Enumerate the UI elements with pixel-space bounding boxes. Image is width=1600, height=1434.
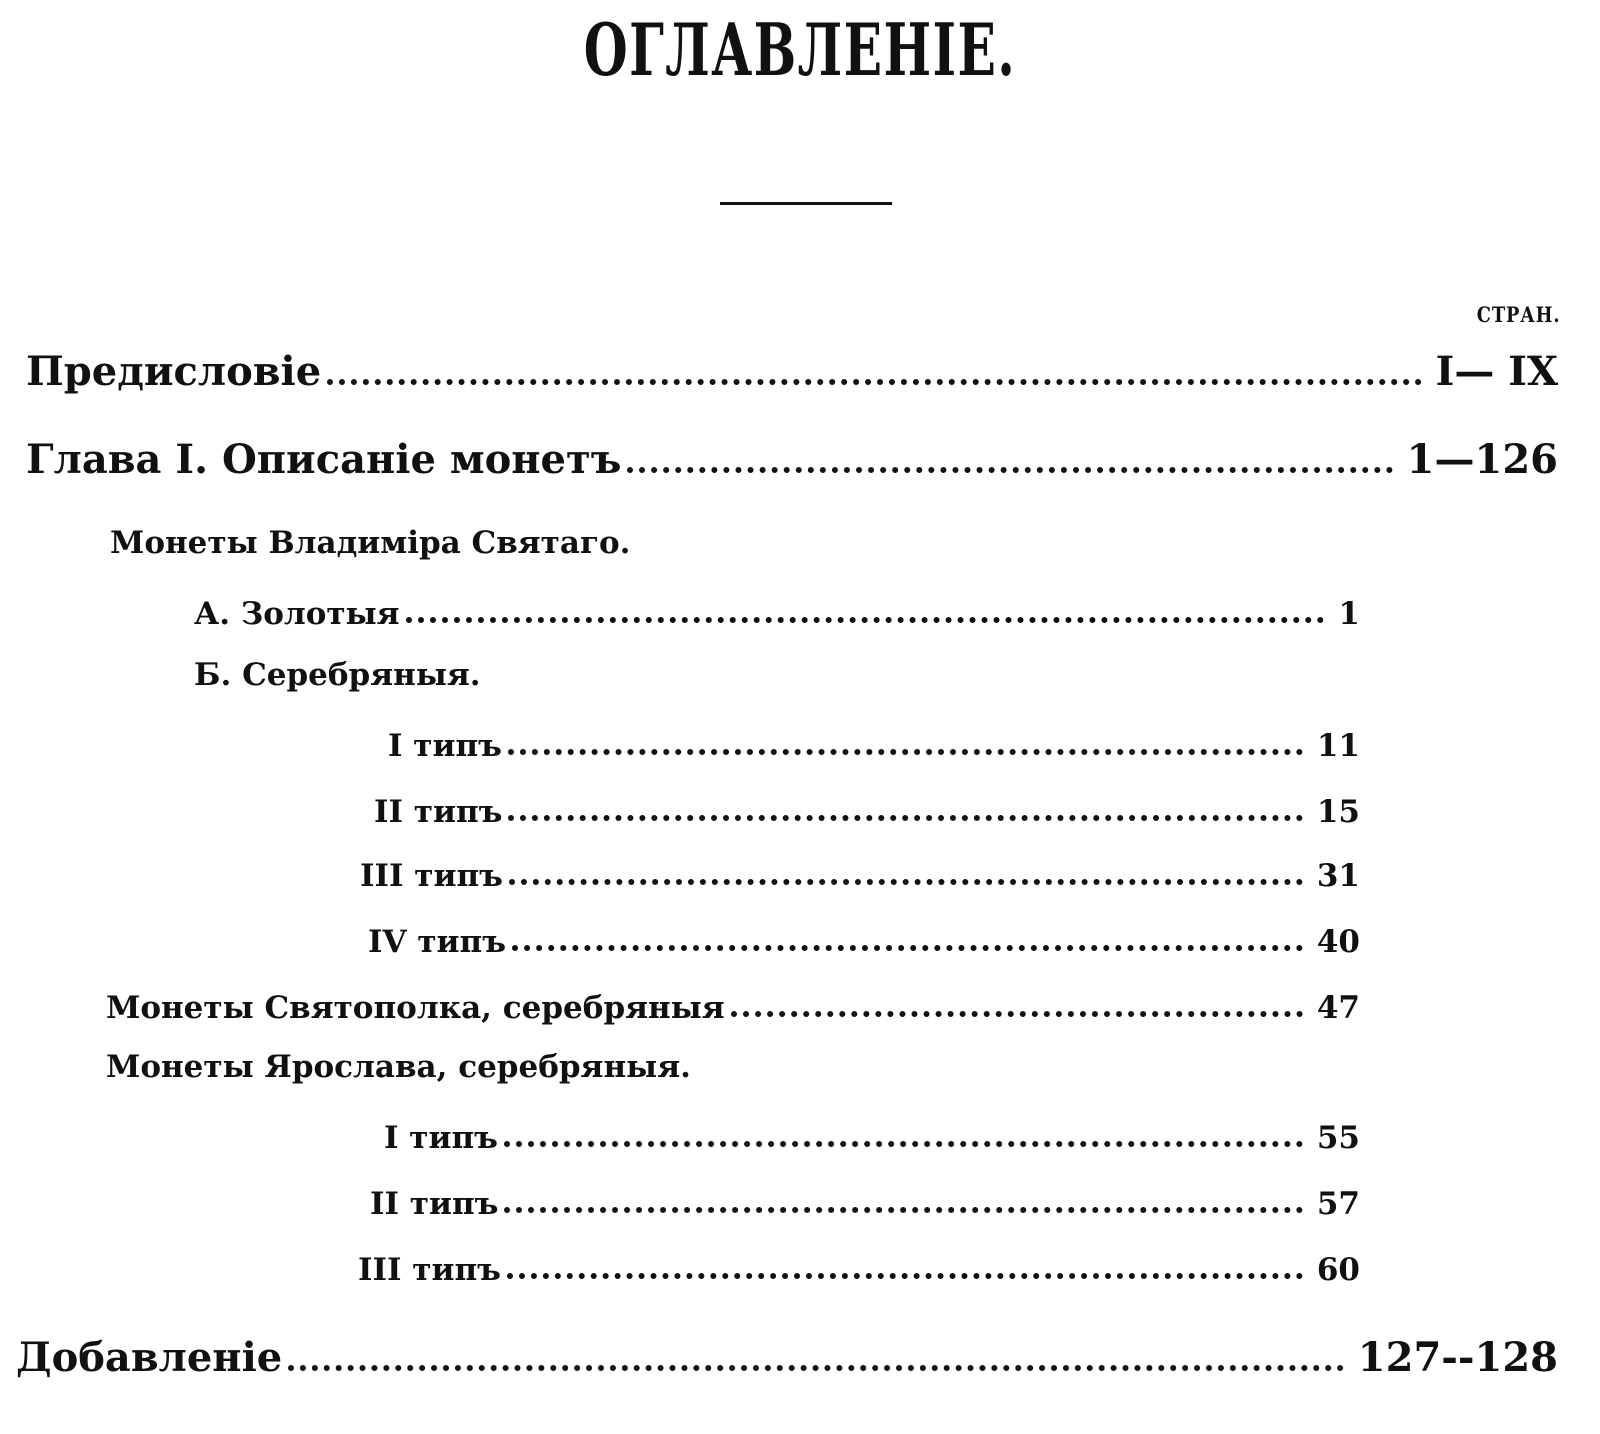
dot-leader — [508, 815, 1302, 821]
dot-leader — [512, 945, 1303, 951]
toc-label: IV типъ — [368, 924, 507, 960]
dot-leader — [507, 1273, 1303, 1279]
toc-row-vladimir-type-3 — [360, 848, 1360, 892]
toc-label: Добавленіе — [16, 1334, 283, 1381]
toc-page: 60 — [1316, 1252, 1360, 1288]
toc-label: II типъ — [370, 1186, 499, 1222]
dot-leader — [288, 1365, 1344, 1371]
toc-row-svyatopolk — [106, 980, 1360, 1024]
toc-page: 15 — [1316, 794, 1360, 830]
toc-page: 1 — [1338, 596, 1360, 632]
toc-label: III типъ — [358, 1252, 501, 1288]
toc-page: 127--128 — [1357, 1334, 1558, 1381]
toc-heading-yaroslav: Монеты Ярослава, серебряныя. — [106, 1049, 691, 1085]
pages-column-header: СТРАН. — [1476, 302, 1560, 327]
dot-leader — [509, 879, 1303, 885]
dot-leader — [327, 379, 1421, 385]
toc-label: I типъ — [384, 1120, 498, 1156]
toc-label: I типъ — [388, 728, 502, 764]
toc-row-preface — [26, 348, 1558, 395]
toc-heading-vladimir: Монеты Владиміра Святаго. — [110, 525, 631, 561]
page-title: ОГЛАВЛЕНІЕ. — [583, 7, 1017, 92]
title-divider — [720, 202, 892, 205]
toc-page: 1—126 — [1406, 436, 1558, 483]
toc-row-yaroslav-type-3 — [358, 1242, 1360, 1286]
dot-leader — [731, 1011, 1303, 1017]
toc-row-vladimir-type-1 — [388, 718, 1360, 762]
toc-page: 11 — [1316, 728, 1360, 764]
toc-row-appendix — [16, 1334, 1558, 1381]
toc-page: I— IX — [1435, 348, 1558, 395]
toc-row-vladimir-type-2 — [374, 784, 1360, 828]
toc-page: 40 — [1316, 924, 1360, 960]
toc-label: III типъ — [360, 858, 503, 894]
toc-label: Монеты Святополка, серебряныя — [106, 990, 725, 1026]
toc-page: 47 — [1316, 990, 1360, 1026]
toc-label: Глава I. Описаніе монетъ — [26, 436, 622, 483]
toc-label: II типъ — [374, 794, 503, 830]
dot-leader — [627, 467, 1392, 473]
toc-label: Предисловіе — [26, 348, 322, 395]
toc-page: 31 — [1316, 858, 1360, 894]
dot-leader — [508, 749, 1303, 755]
dot-leader — [504, 1207, 1302, 1213]
toc-row-gold — [194, 586, 1360, 630]
toc-row-yaroslav-type-1 — [384, 1110, 1360, 1154]
toc-row-yaroslav-type-2 — [370, 1176, 1360, 1220]
toc-page: 55 — [1316, 1120, 1360, 1156]
toc-row-chapter-1 — [26, 436, 1558, 483]
toc-row-vladimir-type-4 — [368, 914, 1360, 958]
dot-leader — [406, 617, 1325, 623]
toc-page: 57 — [1316, 1186, 1360, 1222]
dot-leader — [504, 1141, 1303, 1147]
toc-heading-silver: Б. Серебряныя. — [194, 657, 481, 693]
toc-label: А. Золотыя — [194, 596, 400, 632]
